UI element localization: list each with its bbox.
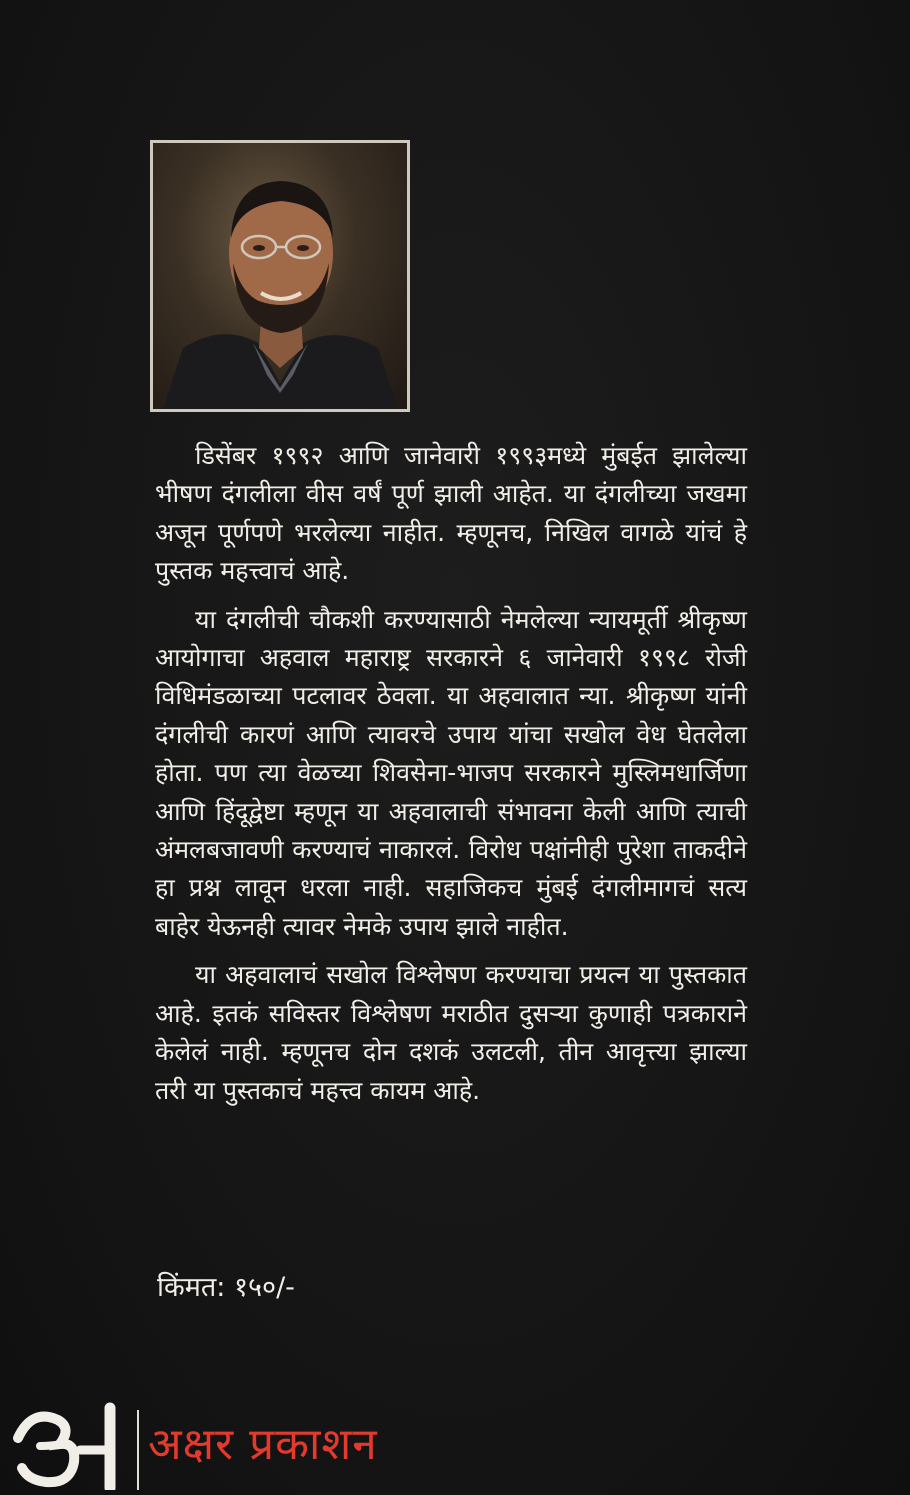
blurb-text [155,437,747,1120]
publisher-divider [137,1410,139,1490]
publisher-name: अक्षर प्रकाशन [148,1419,378,1470]
price-label: किंमत: १५०/- [157,1272,295,1303]
author-photo [153,143,407,409]
blurb-paragraph-1: डिसेंबर १९९२ आणि जानेवारी १९९३मध्ये मुंबईत झालेल्या भीषण दंगलीला वीस वर्षं पूर्ण झाली आहेत. या दंगलीच्या जखमा अजून पूर्णपणे भरलेल्या नाहीत. म्हणूनच, निखिल वागळे यांचं हे पुस्तक महत्त्वाचं आहे. [155,441,747,586]
author-photo-frame [150,140,410,412]
publisher-branding [10,1398,510,1490]
blurb-paragraph-3: या अहवालाचं सखोल विश्लेषण करण्याचा प्रयत्न या पुस्तकात आहे. इतकं सविस्तर विश्लेषण मराठीत दुसऱ्या कुणाही पत्रकाराने केलेलं नाही. म्हणूनच दोन दशकं उलटली, तीन आवृत्त्या झाल्या तरी या पुस्तकाचं महत्त्व कायम आहे. [155,960,747,1105]
author-portrait-image [153,143,407,409]
publisher-logo-icon [10,1398,130,1490]
blurb-paragraph-2: या दंगलीची चौकशी करण्यासाठी नेमलेल्या न्यायमूर्ती श्रीकृष्ण आयोगाचा अहवाल महाराष्ट्र सरकारने ६ जानेवारी १९९८ रोजी विधिमंडळाच्या पटलावर ठेवला. या अहवालात न्या. श्रीकृष्ण यांनी दंगलीची कारणं आणि त्यावरचे उपाय यांचा सखोल वेध घेतलेला होता. पण त्या वेळच्या शिवसेना-भाजप सरकारने मुस्लिमधार्जिणा आणि हिंदूद्वेष्टा म्हणून या अहवालाची संभावना केली आणि त्याची अंमलबजावणी करण्याचं नाकारलं. विरोध पक्षांनीही पुरेशा ताकदीने हा प्रश्न लावून धरला नाही. सहाजिकच मुंबई दंगलीमागचं सत्य बाहेर येऊनही त्यावर नेमके उपाय झाले नाहीत. [155,604,747,941]
